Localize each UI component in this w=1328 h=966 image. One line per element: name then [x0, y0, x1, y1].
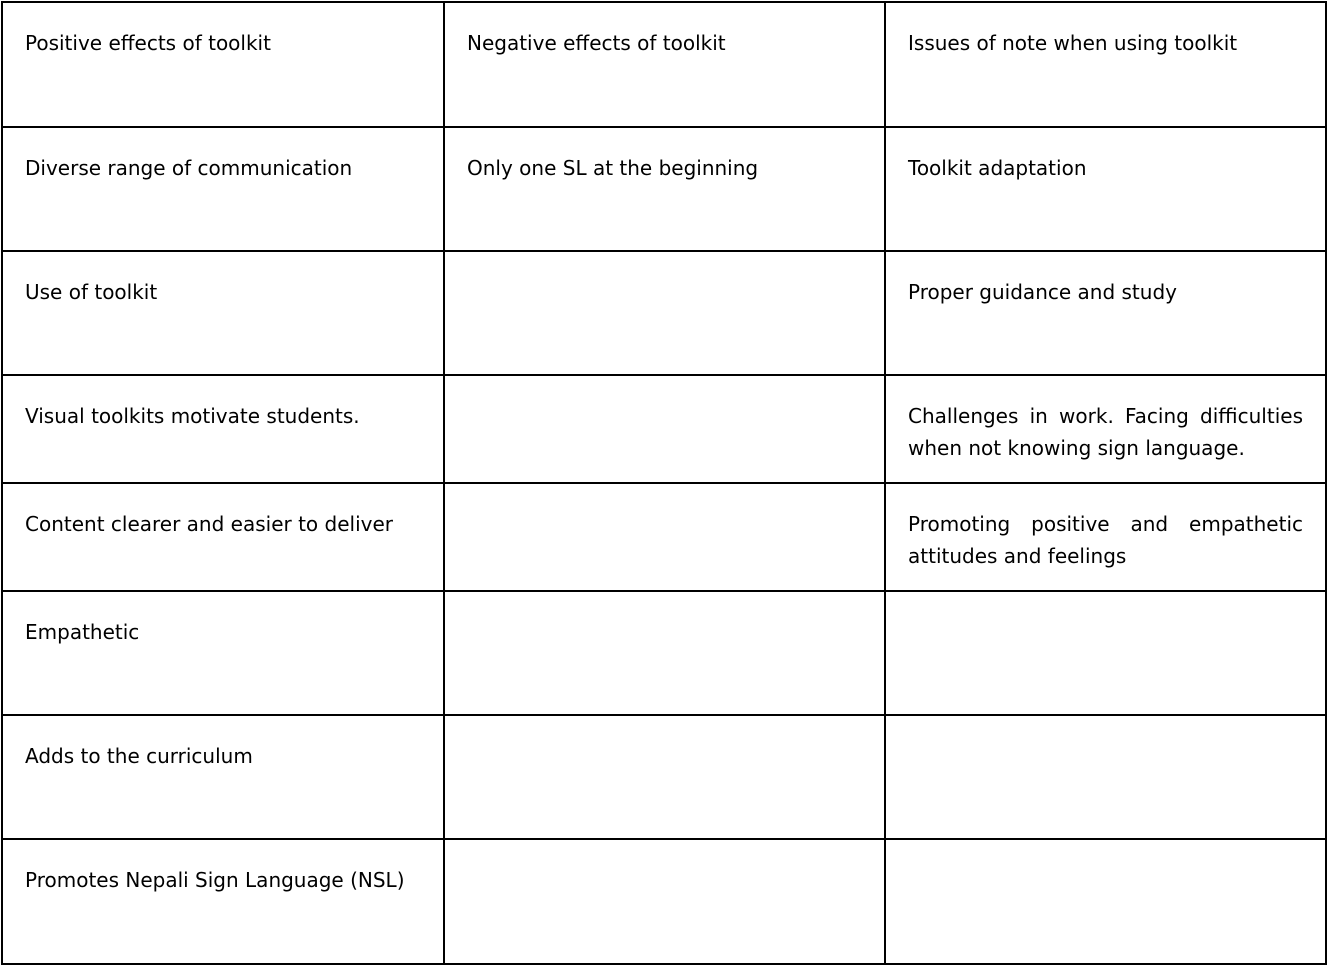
table-row: [2, 375, 1326, 483]
table-header-row: [2, 2, 1326, 127]
table-cell: [444, 839, 885, 964]
table-cell: Proper guidance and study: [885, 251, 1326, 375]
header-issues-of-note: Issues of note when using toolkit: [885, 2, 1326, 127]
table-cell: [885, 591, 1326, 715]
table-cell: [444, 483, 885, 591]
table-row: [2, 591, 1326, 715]
table-cell: Adds to the curriculum: [2, 715, 444, 839]
header-negative-effects: Negative effects of toolkit: [444, 2, 885, 127]
table-cell: Challenges in work. Facing difficulties when not knowing sign language.: [885, 375, 1326, 483]
table-cell: Toolkit adaptation: [885, 127, 1326, 251]
table-cell: Promotes Nepali Sign Language (NSL): [2, 839, 444, 964]
table-cell: Promoting positive and empathetic attitudes and feelings: [885, 483, 1326, 591]
table-row: [2, 839, 1326, 964]
table-row: [2, 127, 1326, 251]
table-cell: [444, 715, 885, 839]
table-row: [2, 483, 1326, 591]
table-cell: Diverse range of communication: [2, 127, 444, 251]
table-row: [2, 715, 1326, 839]
table-cell: Use of toolkit: [2, 251, 444, 375]
toolkit-effects-table: [1, 1, 1327, 965]
table-cell: [885, 715, 1326, 839]
header-positive-effects: Positive effects of toolkit: [2, 2, 444, 127]
table-cell: Visual toolkits motivate students.: [2, 375, 444, 483]
table-cell: Only one SL at the beginning: [444, 127, 885, 251]
table-cell: [444, 591, 885, 715]
table-cell: [444, 375, 885, 483]
table-cell: [885, 839, 1326, 964]
table-cell: [444, 251, 885, 375]
table-cell: Empathetic: [2, 591, 444, 715]
table-cell: Content clearer and easier to deliver: [2, 483, 444, 591]
table-row: [2, 251, 1326, 375]
